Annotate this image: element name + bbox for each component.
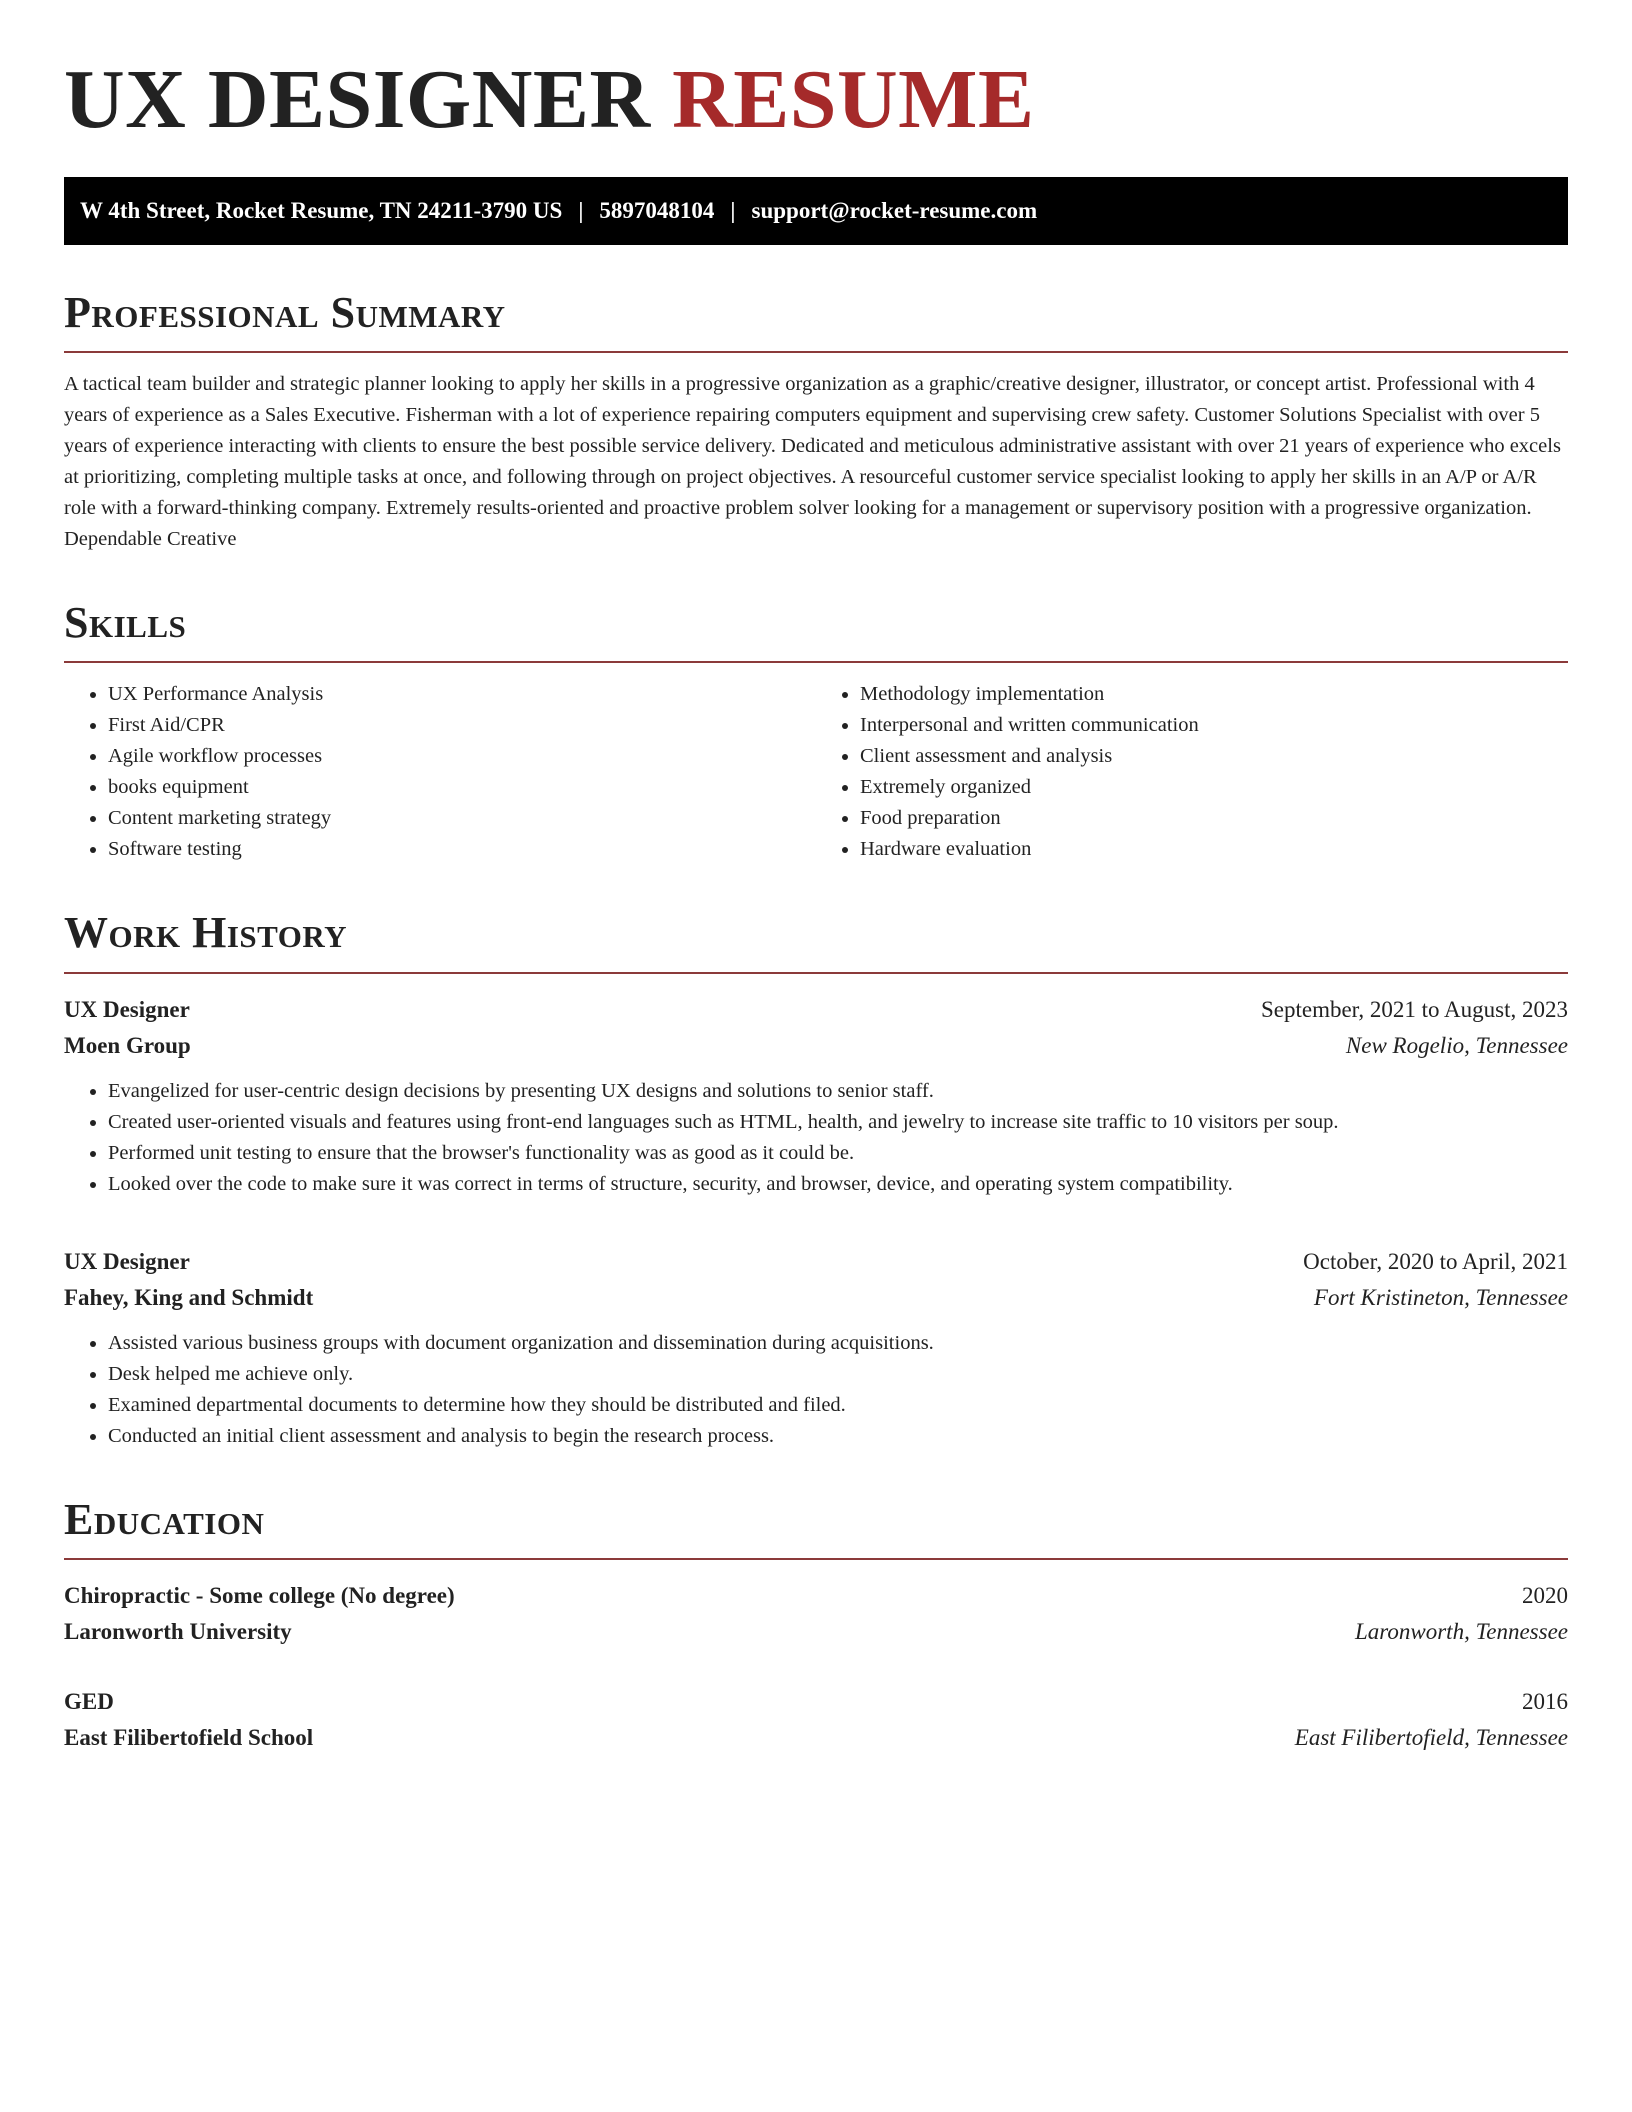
job-bullet: • Looked over the code to make sure it was correct in terms of structure, security, and browser, device, and operating system compatibility. — [108, 1169, 1568, 1200]
job-title: UX Designer — [64, 1248, 190, 1274]
job-bullet: • Conducted an initial client assessment and analysis to begin the research process. — [108, 1421, 1568, 1452]
skill-item: • Agile workflow processes — [108, 741, 816, 772]
resume-title — [64, 52, 1568, 149]
summary-heading: Professional Summary — [64, 289, 1568, 353]
job-company: Moen Group — [64, 1032, 191, 1058]
skill-item: • Methodology implementation — [860, 679, 1568, 710]
skill-item: • Food preparation — [860, 803, 1568, 834]
education-entry — [64, 1684, 1568, 1756]
contact-bar — [64, 177, 1568, 245]
contact-separator: | — [730, 197, 736, 223]
skills-heading: Skills — [64, 599, 1568, 663]
education-year: 2016 — [1522, 1689, 1568, 1715]
job-company-row — [64, 1028, 1568, 1064]
education-school-row — [64, 1614, 1568, 1650]
skill-item: • Interpersonal and written communication — [860, 710, 1568, 741]
job-company-row — [64, 1280, 1568, 1316]
skills-section — [64, 599, 1568, 865]
job-entry — [64, 1244, 1568, 1452]
job-bullet: • Examined departmental documents to determine how they should be distributed and filed. — [108, 1390, 1568, 1421]
education-year: 2020 — [1522, 1583, 1568, 1609]
job-header-row — [64, 992, 1568, 1028]
skills-list-right — [816, 679, 1568, 865]
education-heading: Education — [64, 1496, 1568, 1560]
job-bullet: • Desk helped me achieve only. — [108, 1359, 1568, 1390]
skills-columns — [64, 679, 1568, 865]
contact-email: support@rocket-resume.com — [751, 197, 1038, 223]
job-bullet: • Created user-oriented visuals and features using front-end languages such as HTML, health, and jewelry to increase site traffic to 10 visitors per soup. — [108, 1107, 1568, 1138]
education-location: Laronworth, Tennessee — [1355, 1619, 1568, 1645]
education-school: East Filibertofield School — [64, 1725, 314, 1751]
job-bullets — [64, 1076, 1568, 1200]
education-degree: Chiropractic - Some college (No degree) — [64, 1583, 455, 1609]
skill-item: • UX Performance Analysis — [108, 679, 816, 710]
job-header-row — [64, 1244, 1568, 1280]
skill-item: • Extremely organized — [860, 772, 1568, 803]
job-bullet: • Performed unit testing to ensure that the browser's functionality was as good as it could be. — [108, 1138, 1568, 1169]
title-part-2: RESUME — [672, 53, 1035, 146]
education-school-row — [64, 1720, 1568, 1756]
title-part-1: UX DESIGNER — [64, 53, 651, 146]
education-degree: GED — [64, 1689, 114, 1715]
job-entry — [64, 992, 1568, 1200]
work-history-section — [64, 909, 1568, 1451]
skill-item: • Software testing — [108, 834, 816, 865]
work-history-heading: Work History — [64, 909, 1568, 973]
job-location: New Rogelio, Tennessee — [1345, 1032, 1568, 1058]
skill-item: • Hardware evaluation — [860, 834, 1568, 865]
education-location: East Filibertofield, Tennessee — [1294, 1725, 1568, 1751]
education-degree-row — [64, 1578, 1568, 1614]
job-bullets — [64, 1328, 1568, 1452]
job-bullet: • Assisted various business groups with document organization and dissemination during acquisitions. — [108, 1328, 1568, 1359]
summary-section — [64, 289, 1568, 555]
skill-item: • Content marketing strategy — [108, 803, 816, 834]
job-dates: October, 2020 to April, 2021 — [1303, 1248, 1568, 1274]
job-location: Fort Kristineton, Tennessee — [1313, 1284, 1568, 1310]
skill-item: • First Aid/CPR — [108, 710, 816, 741]
job-dates: September, 2021 to August, 2023 — [1260, 996, 1568, 1022]
education-degree-row — [64, 1684, 1568, 1720]
education-entry — [64, 1578, 1568, 1650]
contact-address: W 4th Street, Rocket Resume, TN 24211-3790 US — [80, 197, 563, 223]
summary-text: A tactical team builder and strategic planner looking to apply her skills in a progressive organization as a graphic/creative designer, illustrator, or concept artist. Professional with 4 years of experience as a Sales Executive. Fisherman with a lot of experience repairing computers equipment and supervising crew safety. Customer Solutions Specialist with over 5 years of experience interacting with clients to ensure the best possible service delivery. Dedicated and meticulous administrative assistant with over 21 years of experience who excels at prioritizing, completing multiple tasks at once, and following through on project objectives. A resourceful customer service specialist looking to apply her skills in an A/P or A/R role with a forward-thinking company. Extremely results-oriented and proactive problem solver looking for a management or supervisory position with a progressive organization. Dependable Creative — [64, 372, 1561, 550]
education-school: Laronworth University — [64, 1619, 292, 1645]
skill-item: • Client assessment and analysis — [860, 741, 1568, 772]
job-title: UX Designer — [64, 996, 190, 1022]
skill-item: • books equipment — [108, 772, 816, 803]
contact-phone: 5897048104 — [599, 197, 715, 223]
contact-separator: | — [578, 197, 584, 223]
job-company: Fahey, King and Schmidt — [64, 1284, 314, 1310]
skills-list-left — [64, 679, 816, 865]
job-bullet: • Evangelized for user-centric design decisions by presenting UX designs and solutions to senior staff. — [108, 1076, 1568, 1107]
education-section — [64, 1496, 1568, 1756]
